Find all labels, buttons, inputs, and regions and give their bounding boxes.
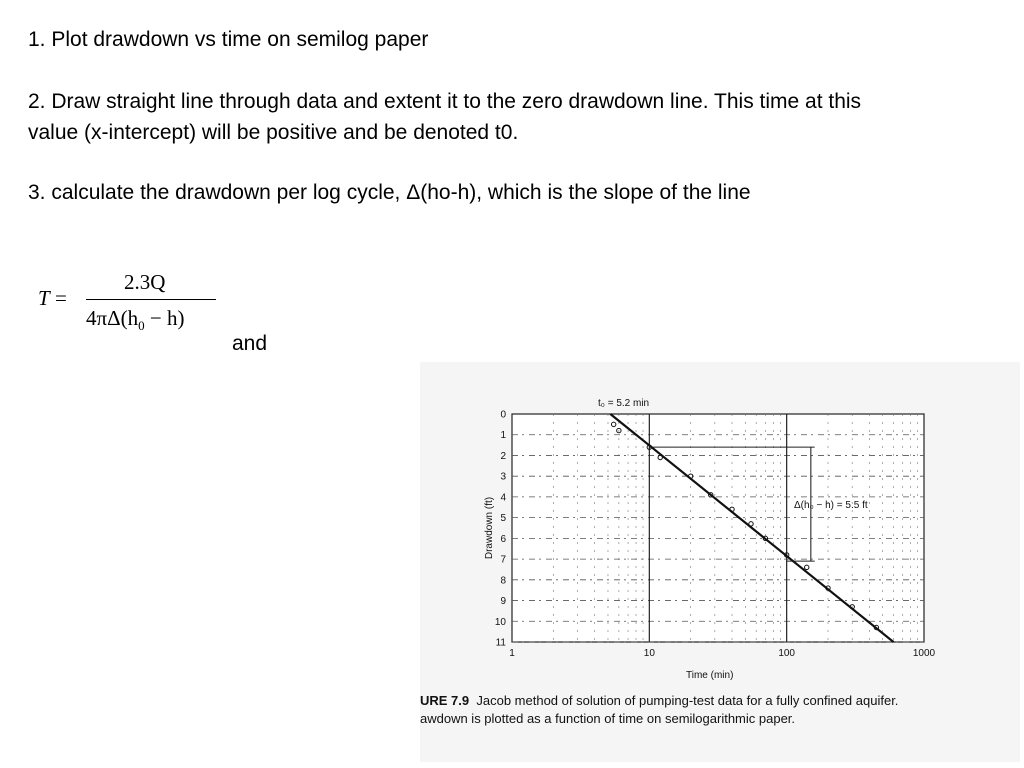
y-tick-label: 3 — [500, 471, 506, 483]
y-tick-label: 10 — [494, 616, 506, 628]
denominator-pre: 4πΔ(h — [86, 306, 139, 330]
step-1-text: 1. Plot drawdown vs time on semilog paper — [28, 28, 429, 51]
y-tick-label: 4 — [500, 492, 506, 504]
x-tick-label: 1 — [509, 648, 515, 659]
formula-numerator: 2.3Q — [124, 270, 166, 294]
y-tick-label: 9 — [500, 596, 506, 608]
caption-line-2: awdown is plotted as a function of time on semilogarithmic paper. — [420, 711, 796, 726]
y-tick-label: 11 — [495, 637, 506, 649]
plot-area — [512, 414, 924, 642]
x-tick-label: 1000 — [912, 648, 936, 659]
formula-lhs: T — [38, 286, 50, 310]
jacob-figure — [420, 362, 1020, 762]
y-tick-label: 7 — [500, 554, 506, 566]
fraction-bar — [86, 299, 216, 300]
y-tick-label: 8 — [500, 575, 506, 587]
y-tick-label: 2 — [500, 450, 506, 462]
t0-label: t₀ = 5.2 min — [598, 398, 650, 409]
formula-denominator — [86, 306, 184, 334]
x-ticks — [509, 648, 935, 659]
x-tick-label: 10 — [643, 648, 655, 659]
caption-label: URE 7.9 — [420, 693, 470, 708]
drawdown-chart — [420, 362, 1020, 692]
y-tick-label: 1 — [500, 430, 506, 442]
y-tick-label: 0 — [500, 409, 506, 421]
y-ticks — [495, 410, 507, 649]
step-3-text: 3. calculate the drawdown per log cycle, Δ(ho-h), which is the slope of the line — [28, 181, 751, 204]
y-tick-label: 5 — [500, 513, 506, 525]
x-tick-label: 100 — [778, 648, 796, 659]
denominator-sub: 0 — [138, 318, 145, 334]
y-axis-label: Drawdown (ft) — [484, 496, 495, 560]
and-text: and — [232, 332, 268, 355]
figure-caption — [420, 692, 1020, 728]
caption-line-1: Jacob method of solution of pumping-test data for a fully confined aquifer. — [476, 693, 899, 708]
delta-label: Δ(h₀ − h) = 5.5 ft — [794, 500, 868, 511]
denominator-post: − h) — [144, 306, 185, 330]
x-axis-label: Time (min) — [686, 670, 734, 681]
formula-equals: = — [54, 286, 67, 310]
y-tick-label: 6 — [500, 533, 506, 545]
transmissivity-formula — [36, 268, 236, 340]
step-2-text: 2. Draw straight line through data and extent it to the zero drawdown line. This time at this value (x-intercept) will be positive and be denoted t0. — [28, 90, 862, 144]
